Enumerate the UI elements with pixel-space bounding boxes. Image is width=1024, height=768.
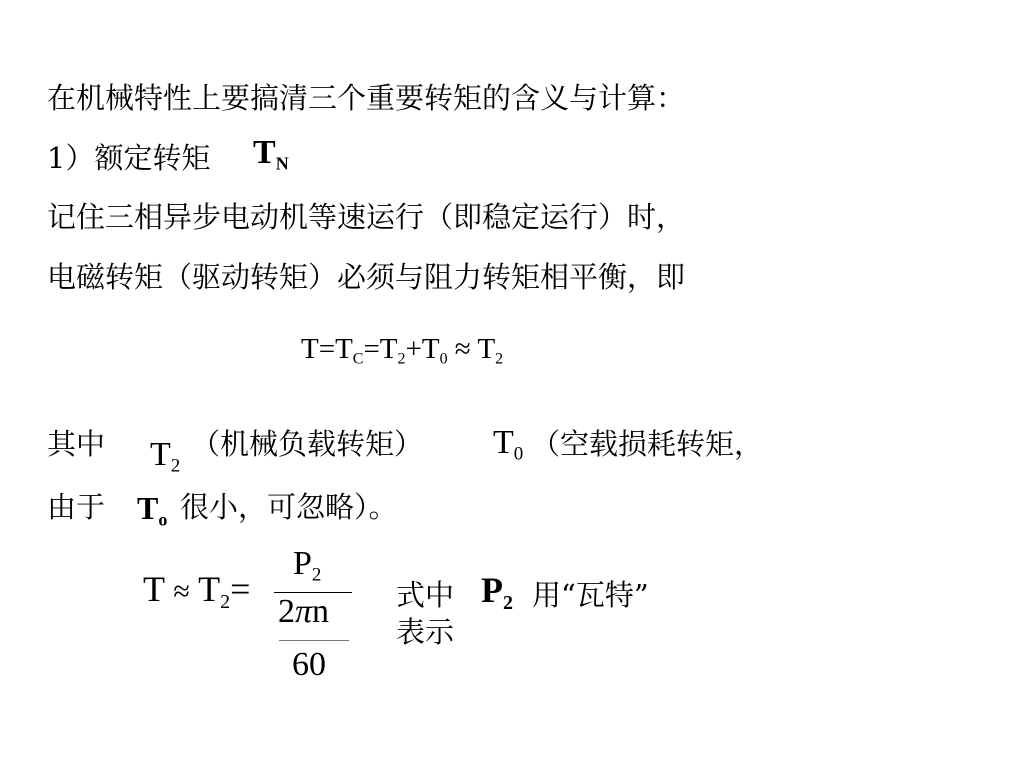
t0-bold-symbol: $T_o$: [137, 490, 168, 530]
note-express-text: 表示: [396, 615, 455, 649]
steady-state-text: 记住三相异步电动机等速运行（即稳定运行）时，: [47, 200, 686, 234]
rated-torque-heading: [47, 140, 210, 176]
intro-text: 在机械特性上要搞清三个重要转矩的含义与计算：: [47, 81, 686, 115]
fraction-denominator-60: 60: [292, 646, 326, 683]
p2-symbol: $P_2$: [481, 570, 513, 614]
rated-torque-label: 1）额定转矩: [47, 141, 211, 175]
fraction-bar-inner: [279, 640, 349, 641]
t2-description: （机械负载转矩）: [191, 427, 424, 461]
balance-text: 电磁转矩（驱动转矩）必须与阻力转矩相平衡，即: [47, 260, 686, 294]
torque-balance-equation: $T=T_C=T_2+T_0 \approx T_2$: [301, 333, 504, 368]
torque-approx-lhs: $T \approx T_2=$: [143, 569, 251, 613]
t0-symbol: $T_0$: [493, 424, 524, 465]
fraction-inner-denominator: 2πn: [278, 593, 330, 630]
fraction-numerator: $P_2$: [293, 545, 322, 586]
rated-torque-symbol: $T_N$: [253, 134, 289, 174]
t0-description: （空载损耗转矩，: [531, 427, 764, 461]
note-prefix: 式中: [396, 578, 455, 612]
where-prefix: 其中: [47, 427, 106, 461]
since-prefix: 由于: [47, 490, 106, 524]
note-watt-text: 用“瓦特”: [532, 578, 649, 612]
negligible-text: 很小，可忽略）。: [180, 490, 398, 524]
t2-symbol: $T_2$: [150, 436, 181, 477]
